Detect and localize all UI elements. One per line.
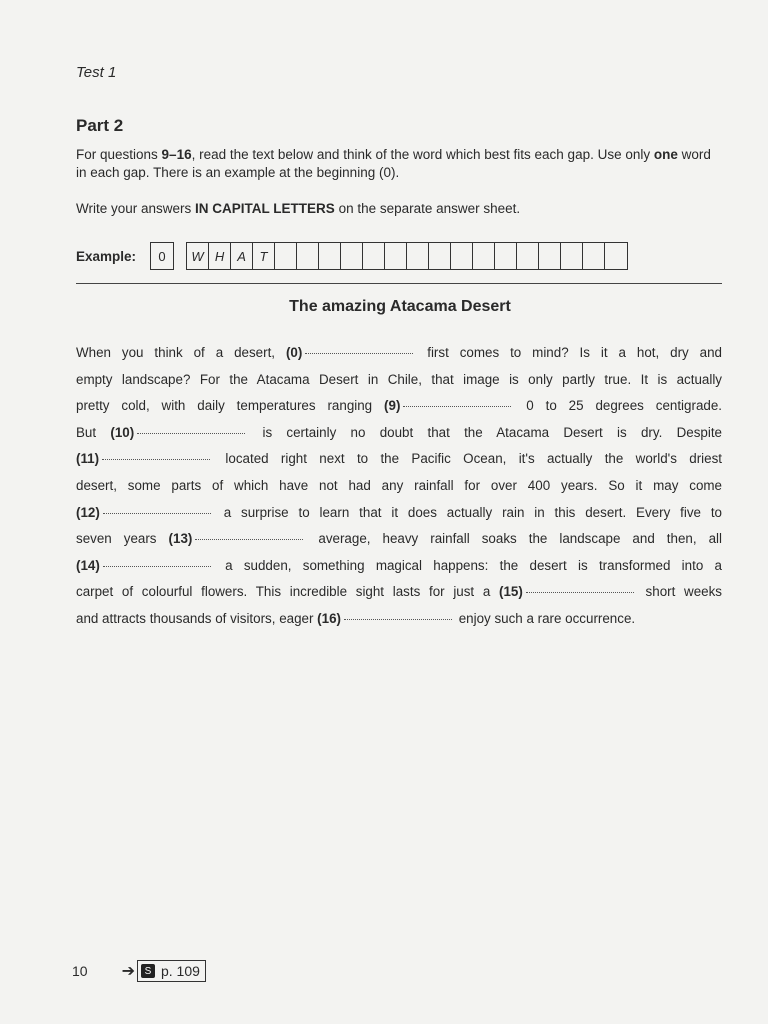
question-number: (12) <box>76 504 100 520</box>
example-letter-box <box>407 243 429 269</box>
passage-text: located right next to the Pacific Ocean, it's actually the world's driest <box>213 451 722 467</box>
answer-gap <box>403 405 511 407</box>
part-title: Part 2 <box>76 116 124 135</box>
passage-text: carpet of colourful flowers. This incredible sight lasts for just a <box>76 584 500 600</box>
passage-text: average, heavy rainfall soaks the landscape and then, all <box>306 531 722 547</box>
passage-text: is certainly no doubt that the Atacama Desert is dry. Despite <box>248 424 722 440</box>
example-row <box>76 242 628 270</box>
passage-line <box>76 340 722 367</box>
passage-text: a sudden, something magical happens: the desert is transformed into a <box>213 557 722 573</box>
example-letter-box <box>297 243 319 269</box>
question-number: (13) <box>168 531 193 547</box>
instructions-emphasis: IN CAPITAL LETTERS <box>195 201 335 216</box>
example-label: Example: <box>76 248 137 264</box>
passage-line <box>76 446 722 473</box>
instructions-range: 9–16 <box>161 147 192 162</box>
passage-text: When you think of a desert, <box>76 345 286 360</box>
example-letter-box <box>605 243 627 269</box>
question-number: (14) <box>76 557 100 573</box>
passage-text: But <box>76 424 111 440</box>
answer-instructions <box>76 201 724 216</box>
answer-gap <box>344 618 452 620</box>
instructions-text: , read the text below and think of the word which best fits each gap. Use only <box>191 147 654 162</box>
instructions <box>76 146 724 182</box>
passage-text: pretty cold, with daily temperatures ranging <box>76 398 385 414</box>
instructions-text: word in each gap. There is an example at the beginning (0). <box>76 147 711 180</box>
passage-text: seven years <box>76 531 169 547</box>
passage-text: empty landscape? For the Atacama Desert in Chile, that image is only partly true. It is actually <box>76 371 722 387</box>
passage-line <box>76 579 722 606</box>
example-letter-box <box>341 243 363 269</box>
question-number: (9) <box>384 398 401 414</box>
passage-line <box>76 420 722 447</box>
example-letter-box: A <box>231 243 253 269</box>
example-letter-box <box>495 243 517 269</box>
instructions-text: For questions <box>76 147 162 162</box>
passage-text: a surprise to learn that it does actually rain in this desert. Every five to <box>213 504 722 520</box>
question-number: (15) <box>499 584 523 600</box>
answer-gap <box>103 512 211 514</box>
example-letter-box: W <box>187 243 209 269</box>
passage-text: enjoy such a rare occurrence. <box>455 610 636 626</box>
passage-line <box>76 526 722 553</box>
example-answer-boxes <box>186 242 628 270</box>
passage-text: short weeks <box>636 584 722 600</box>
passage-line <box>76 500 722 527</box>
divider <box>76 283 722 284</box>
example-number-box: 0 <box>150 242 174 270</box>
example-letter-box <box>539 243 561 269</box>
question-number: (0) <box>285 345 303 360</box>
text-title: The amazing Atacama Desert <box>289 298 511 315</box>
instructions-text: Write your answers <box>76 201 196 216</box>
speaking-section-icon: S <box>141 964 155 978</box>
example-letter-box <box>275 243 297 269</box>
answer-gap <box>102 458 210 460</box>
passage <box>76 340 722 633</box>
passage-line <box>76 473 722 500</box>
instructions-text: on the separate answer sheet. <box>334 201 521 216</box>
example-letter-box: H <box>209 243 231 269</box>
answer-gap <box>526 591 634 593</box>
page-reference-text: p. 109 <box>160 963 200 979</box>
passage-text: first comes to mind? Is it a hot, dry and <box>416 345 722 360</box>
passage-line <box>76 553 722 580</box>
test-label: Test 1 <box>76 64 117 81</box>
arrow-right-icon: ➔ <box>121 963 135 980</box>
example-letter-box <box>517 243 539 269</box>
question-number: (10) <box>110 424 135 440</box>
example-letter-box <box>429 243 451 269</box>
instructions-emphasis: one <box>653 147 678 162</box>
example-letter-box <box>319 243 341 269</box>
example-letter-box <box>363 243 385 269</box>
passage-line <box>76 606 722 633</box>
question-number: (11) <box>76 451 100 467</box>
example-letter-box <box>385 243 407 269</box>
example-letter-box: T <box>253 243 275 269</box>
passage-line <box>76 393 722 420</box>
example-letter-box <box>561 243 583 269</box>
passage-text: and attracts thousands of visitors, eager <box>76 610 318 626</box>
question-number: (16) <box>317 610 341 626</box>
page-number: 10 <box>72 963 88 979</box>
answer-gap <box>103 565 211 567</box>
page-reference <box>137 960 206 982</box>
footer <box>72 960 206 982</box>
example-letter-box <box>583 243 605 269</box>
answer-gap <box>137 432 245 434</box>
passage-text: desert, some parts of which have not had any rainfall for over 400 years. So it may come <box>76 477 722 493</box>
passage-text: 0 to 25 degrees centigrade. <box>514 398 722 414</box>
example-letter-box <box>451 243 473 269</box>
passage-line <box>76 367 722 394</box>
answer-gap <box>305 352 413 354</box>
example-letter-box <box>473 243 495 269</box>
answer-gap <box>195 538 303 540</box>
